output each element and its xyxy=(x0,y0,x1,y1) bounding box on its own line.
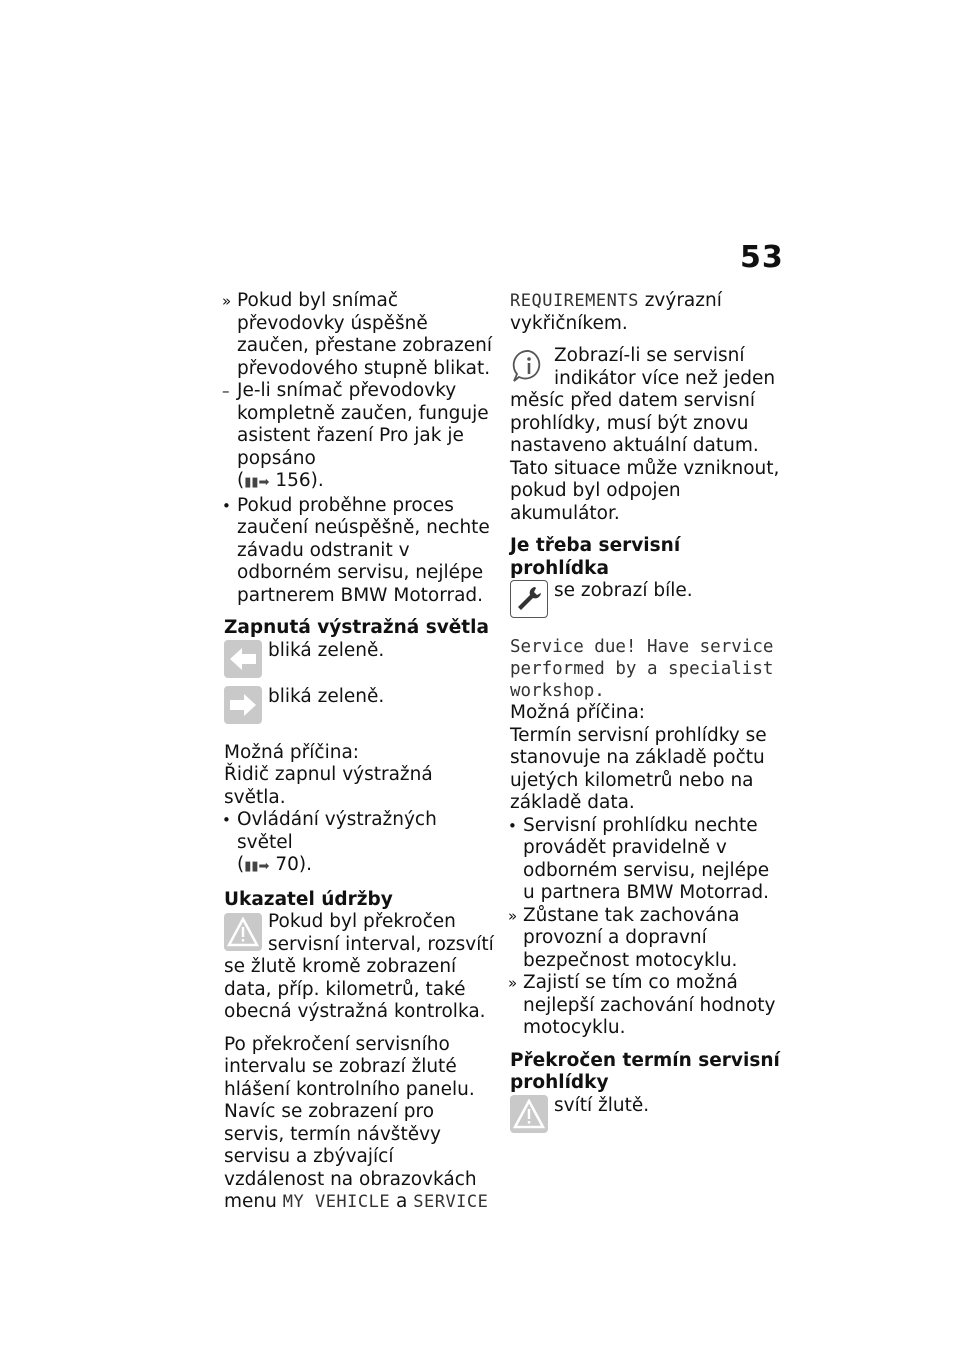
warning-triangle-icon xyxy=(224,913,262,951)
page-ref: 70). xyxy=(275,854,312,875)
info-text: Zobrazí-li se servisní indikátor více než jeden měsíc před datem servisní prohlídky, musí být znovu nastaveno aktuální datum. Tato situace může vzniknout, pokud byl odpojen akumulátor. xyxy=(510,345,780,524)
left-indicator-text: bliká zeleně. xyxy=(268,639,385,661)
result-marker: » xyxy=(508,974,518,992)
bullet-marker: • xyxy=(222,496,231,515)
result-text: Zajistí se tím co možná nejlepší zachování hodnoty motocyklu. xyxy=(523,972,776,1038)
paragraph-text: Po překročení servisního intervalu se zobrazí žluté hlášení kontrolního panelu. Navíc se zobrazení pro servis, termín návštěvy servisu a zbývající vzdálenost na obrazovkách menu xyxy=(224,1033,477,1212)
page-ref-arrow-icon: ▮▮➡ xyxy=(244,859,270,874)
info-note xyxy=(510,345,782,525)
cause-label: Možná příčina: xyxy=(224,741,360,763)
paragraph xyxy=(224,1034,494,1214)
bullet-item: • Ovládání výstražných světel (▮▮➡ 70). xyxy=(222,809,437,875)
warning-row xyxy=(224,911,494,1024)
right-column xyxy=(510,290,782,1141)
bullet-marker: • xyxy=(222,811,231,829)
left-indicator-row xyxy=(224,640,494,686)
result-marker: » xyxy=(508,906,518,925)
section-heading-maintenance: Ukazatel údržby xyxy=(224,888,393,910)
right-arrow-icon xyxy=(224,686,262,724)
warning-triangle-icon xyxy=(510,1095,548,1133)
page-ref: 156). xyxy=(275,470,324,491)
overdue-warning-text: svítí žlutě. xyxy=(554,1094,650,1116)
section-heading-service-due: Je třeba servisní prohlídka xyxy=(510,535,681,579)
paragraph-text: zvýrazní vykřičníkem. xyxy=(510,290,722,334)
page-number: 53 xyxy=(740,240,784,275)
paragraph-continued xyxy=(510,290,782,335)
section-heading-hazard: Zapnutá výstražná světla xyxy=(224,617,489,638)
dash-marker: – xyxy=(222,382,230,400)
cause-text: Termín servisní prohlídky se stanovuje na základě počtu ujetých kilometrů nebo na základě data. xyxy=(510,724,767,813)
info-icon xyxy=(510,347,548,385)
wrench-icon xyxy=(510,580,548,618)
conjunction: a xyxy=(396,1191,408,1212)
warning-text: Pokud byl překročen servisní interval, rozsvítí se žlutě kromě zobrazení data, příp. kilometrů, také obecná výstražná kontrolka. xyxy=(224,911,494,1022)
menu-name: SERVICE xyxy=(413,1192,489,1212)
bullet-marker: • xyxy=(508,816,517,835)
left-column xyxy=(224,290,494,1214)
bullet-text: Ovládání výstražných světel xyxy=(237,809,437,853)
menu-name: MY VEHICLE xyxy=(282,1192,391,1212)
page-ref-arrow-icon: ▮▮➡ xyxy=(244,475,270,490)
result-item xyxy=(510,905,782,973)
result-text: Pokud byl snímač převodovky úspěšně zaučen, přestane zobrazení převodového stupně blikat. xyxy=(237,290,493,379)
menu-name: REQUIREMENTS xyxy=(510,291,639,311)
service-indicator-text: se zobrazí bíle. xyxy=(554,580,693,601)
dash-text: Je-li snímač převodovky kompletně zaučen, funguje asistent řazení Pro jak je popsáno xyxy=(237,380,489,469)
display-message: Service due! Have service performed by a specialist workshop. xyxy=(510,637,774,701)
result-item xyxy=(224,290,494,380)
bullet-item xyxy=(224,495,494,608)
right-indicator-text: bliká zeleně. xyxy=(268,685,385,707)
dash-item: – Je-li snímač převodovky kompletně zaučen, funguje asistent řazení Pro jak je popsáno (▮▮➡ 156). xyxy=(222,380,489,491)
result-item xyxy=(510,972,782,1040)
result-text: Zůstane tak zachována provozní a dopravní bezpečnost motocyklu. xyxy=(523,904,740,971)
left-arrow-icon xyxy=(224,640,262,678)
bullet-item xyxy=(510,815,782,905)
right-indicator-row xyxy=(224,686,494,732)
bullet-text: Pokud proběhne proces zaučení neúspěšně, nechte závadu odstranit v odborném servisu, nejlépe partnerem BMW Motorrad. xyxy=(237,494,490,606)
service-indicator-row xyxy=(510,580,782,626)
cause-label: Možná příčina: xyxy=(510,702,646,723)
section-heading-service-overdue: Překročen termín servisní prohlídky xyxy=(510,1049,780,1093)
cause-text: Řidič zapnul výstražná světla. xyxy=(224,764,433,808)
bullet-text: Servisní prohlídku nechte provádět pravidelně v odborném servisu, nejlépe u partnera BMW Motorrad. xyxy=(523,814,770,903)
overdue-warning-row xyxy=(510,1095,782,1141)
result-marker: » xyxy=(222,292,232,310)
